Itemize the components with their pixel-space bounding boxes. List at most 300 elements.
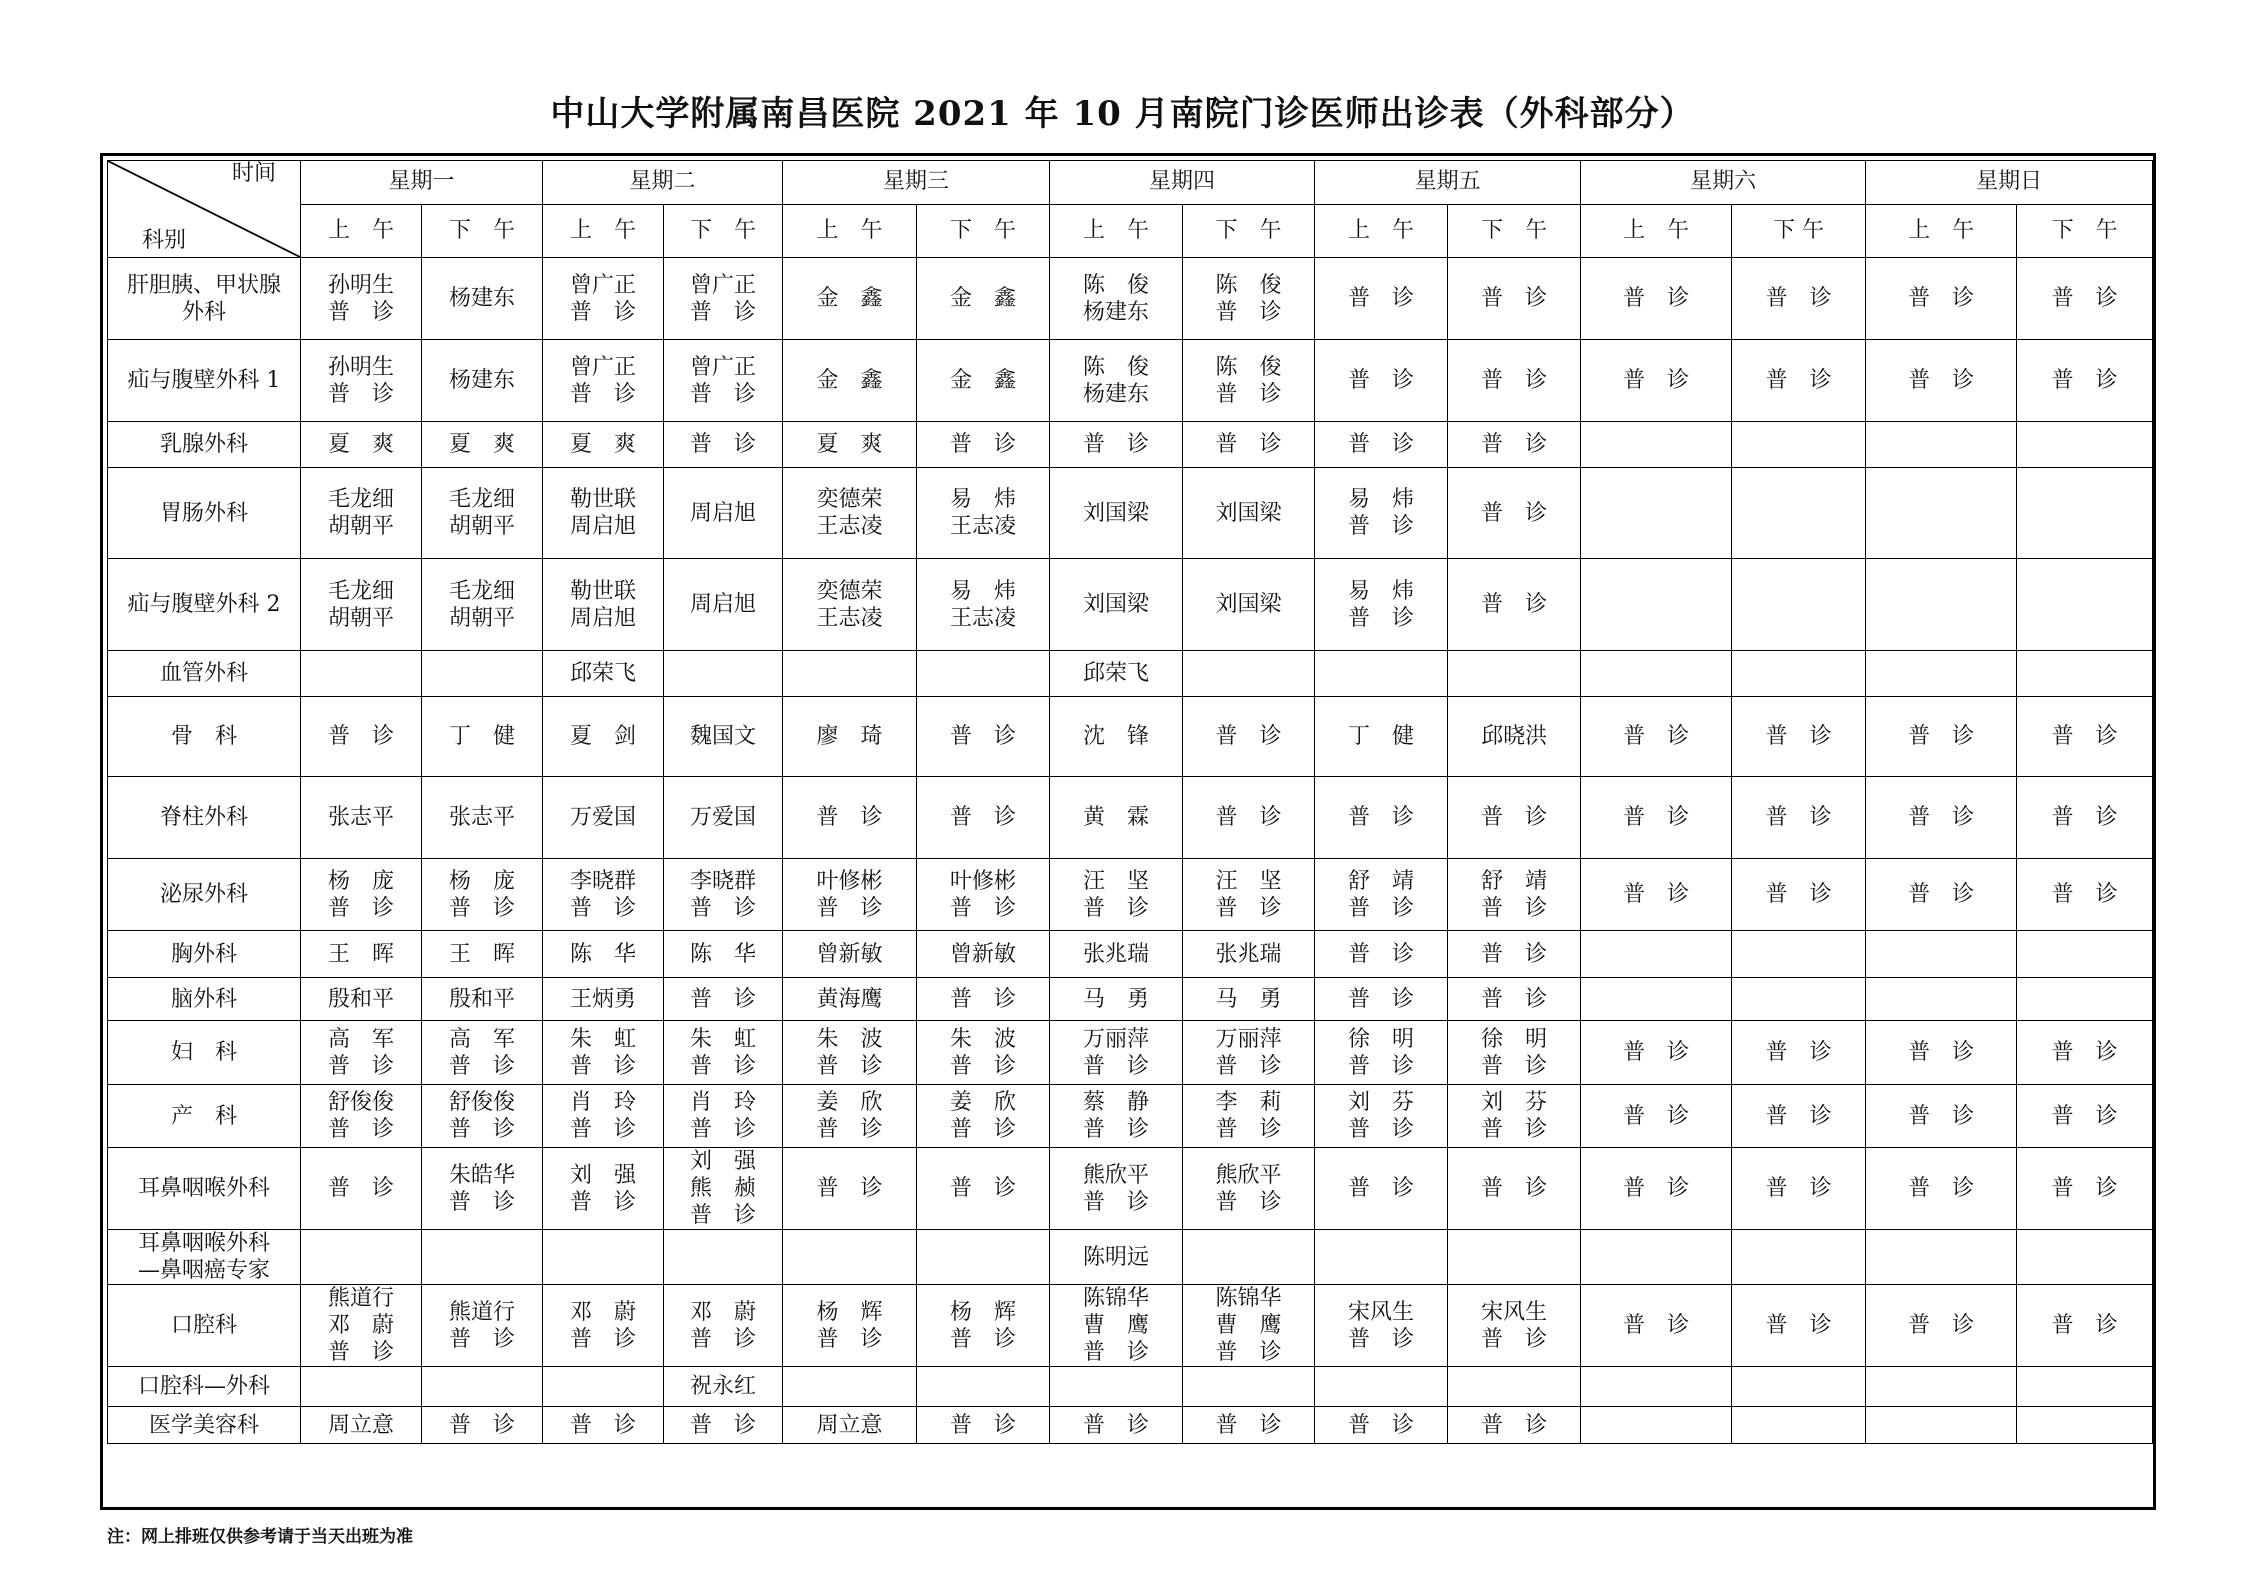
schedule-cell [1581, 651, 1732, 697]
schedule-cell [543, 1230, 664, 1285]
schedule-cell: 普 诊 [1732, 1085, 1866, 1148]
schedule-cell: 普 诊 [1581, 1148, 1732, 1230]
schedule-cell: 宋风生 普 诊 [1448, 1285, 1581, 1367]
department-cell: 乳腺外科 [108, 422, 301, 468]
schedule-cell: 熊道行 邓 蔚 普 诊 [301, 1285, 422, 1367]
table-row [108, 1085, 2153, 1148]
schedule-cell: 汪 坚 普 诊 [1183, 859, 1315, 931]
schedule-cell: 普 诊 [1581, 1285, 1732, 1367]
schedule-cell: 姜 欣 普 诊 [917, 1085, 1050, 1148]
table-row [108, 931, 2153, 978]
schedule-cell: 陈 俊 普 诊 [1183, 340, 1315, 422]
day-header: 星期日 [1866, 161, 2153, 205]
schedule-cell: 普 诊 [1866, 1085, 2017, 1148]
schedule-cell [2017, 422, 2153, 468]
schedule-cell: 杨建东 [422, 258, 543, 340]
schedule-cell: 张兆瑞 [1183, 931, 1315, 978]
schedule-cell [1866, 559, 2017, 651]
schedule-cell: 李晓群 普 诊 [664, 859, 783, 931]
schedule-cell: 李 莉 普 诊 [1183, 1085, 1315, 1148]
department-cell: 口腔科 [108, 1285, 301, 1367]
schedule-cell: 陈 华 [664, 931, 783, 978]
table-row [108, 1367, 2153, 1407]
schedule-cell: 王炳勇 [543, 978, 664, 1021]
schedule-cell: 普 诊 [1448, 931, 1581, 978]
schedule-cell: 沈 锋 [1050, 697, 1183, 777]
schedule-cell: 丁 健 [1315, 697, 1448, 777]
schedule-cell: 周立意 [783, 1407, 917, 1444]
schedule-cell: 肖 玲 普 诊 [543, 1085, 664, 1148]
schedule-cell: 刘国梁 [1183, 468, 1315, 559]
half-day-header: 上 午 [543, 204, 664, 257]
footnote: 注：网上排班仅供参考请于当天出班为准 [107, 1527, 413, 1547]
schedule-cell: 舒 靖 普 诊 [1448, 859, 1581, 931]
schedule-cell [1866, 1367, 2017, 1407]
half-day-header: 下 午 [1732, 204, 1866, 257]
schedule-cell: 邱晓洪 [1448, 697, 1581, 777]
schedule-cell: 宋风生 普 诊 [1315, 1285, 1448, 1367]
schedule-cell: 曾新敏 [917, 931, 1050, 978]
half-day-header: 上 午 [301, 204, 422, 257]
schedule-cell: 肖 玲 普 诊 [664, 1085, 783, 1148]
schedule-cell: 蔡 静 普 诊 [1050, 1085, 1183, 1148]
schedule-cell [422, 1230, 543, 1285]
schedule-cell [1183, 651, 1315, 697]
schedule-cell [301, 1230, 422, 1285]
schedule-cell: 王 晖 [301, 931, 422, 978]
schedule-cell [1732, 559, 1866, 651]
day-header: 星期五 [1315, 161, 1581, 205]
schedule-cell [1732, 1230, 1866, 1285]
half-day-header: 上 午 [1581, 204, 1732, 257]
day-header: 星期六 [1581, 161, 1866, 205]
schedule-cell [422, 651, 543, 697]
schedule-cell [1866, 1407, 2017, 1444]
schedule-cell: 万爱国 [664, 777, 783, 859]
schedule-cell: 金 鑫 [783, 258, 917, 340]
schedule-cell: 普 诊 [1581, 1085, 1732, 1148]
schedule-cell [1732, 978, 1866, 1021]
schedule-cell: 普 诊 [664, 422, 783, 468]
schedule-cell: 周启旭 [664, 468, 783, 559]
schedule-cell: 普 诊 [1448, 559, 1581, 651]
table-row [108, 468, 2153, 559]
schedule-cell: 汪 坚 普 诊 [1050, 859, 1183, 931]
schedule-cell: 万爱国 [543, 777, 664, 859]
schedule-cell [1732, 931, 1866, 978]
schedule-cell: 普 诊 [917, 1407, 1050, 1444]
schedule-cell [1581, 559, 1732, 651]
schedule-cell [422, 1367, 543, 1407]
schedule-cell: 杨 辉 普 诊 [783, 1285, 917, 1367]
table-row [108, 651, 2153, 697]
schedule-cell: 孙明生 普 诊 [301, 258, 422, 340]
schedule-cell: 曾广正 普 诊 [543, 340, 664, 422]
schedule-cell: 陈 俊 杨建东 [1050, 258, 1183, 340]
schedule-cell: 刘 强 普 诊 [543, 1148, 664, 1230]
half-day-header: 上 午 [783, 204, 917, 257]
schedule-cell: 陈 俊 杨建东 [1050, 340, 1183, 422]
schedule-cell [2017, 651, 2153, 697]
schedule-cell: 毛龙细 胡朝平 [301, 468, 422, 559]
schedule-cell: 张志平 [301, 777, 422, 859]
schedule-cell: 普 诊 [301, 1148, 422, 1230]
schedule-cell: 普 诊 [1315, 978, 1448, 1021]
header-corner-cell [108, 161, 301, 258]
table-row [108, 1148, 2153, 1230]
department-cell: 妇 科 [108, 1021, 301, 1085]
schedule-cell: 奕德荣 王志凌 [783, 559, 917, 651]
schedule-cell: 夏 爽 [422, 422, 543, 468]
schedule-cell: 普 诊 [301, 697, 422, 777]
department-cell: 口腔科—外科 [108, 1367, 301, 1407]
schedule-cell [1448, 651, 1581, 697]
schedule-cell: 刘国梁 [1050, 559, 1183, 651]
department-cell: 脑外科 [108, 978, 301, 1021]
schedule-cell: 李晓群 普 诊 [543, 859, 664, 931]
schedule-cell: 徐 明 普 诊 [1448, 1021, 1581, 1085]
schedule-cell: 周启旭 [664, 559, 783, 651]
department-cell: 胸外科 [108, 931, 301, 978]
half-day-header: 上 午 [1866, 204, 2017, 257]
schedule-cell: 舒 靖 普 诊 [1315, 859, 1448, 931]
table-row [108, 1230, 2153, 1285]
schedule-cell: 普 诊 [2017, 1085, 2153, 1148]
corner-time-label: 时间 [231, 161, 276, 186]
schedule-cell: 陈锦华 曹 鹰 普 诊 [1183, 1285, 1315, 1367]
schedule-cell: 普 诊 [1732, 1285, 1866, 1367]
schedule-cell: 普 诊 [783, 1148, 917, 1230]
schedule-cell: 舒俊俊 普 诊 [301, 1085, 422, 1148]
schedule-cell [2017, 978, 2153, 1021]
schedule-cell: 陈 华 [543, 931, 664, 978]
schedule-cell: 普 诊 [1581, 340, 1732, 422]
schedule-cell: 普 诊 [1448, 422, 1581, 468]
schedule-cell: 普 诊 [1315, 422, 1448, 468]
schedule-cell: 普 诊 [1315, 258, 1448, 340]
schedule-cell: 普 诊 [2017, 859, 2153, 931]
schedule-cell [1581, 1230, 1732, 1285]
table-row [108, 777, 2153, 859]
schedule-cell: 勒世联 周启旭 [543, 559, 664, 651]
schedule-cell [301, 1367, 422, 1407]
half-day-header: 下 午 [917, 204, 1050, 257]
schedule-cell: 普 诊 [1732, 258, 1866, 340]
half-day-header: 下 午 [1448, 204, 1581, 257]
schedule-cell [1866, 651, 2017, 697]
schedule-cell: 杨 庞 普 诊 [422, 859, 543, 931]
schedule-cell: 普 诊 [1581, 859, 1732, 931]
schedule-cell: 毛龙细 胡朝平 [422, 468, 543, 559]
schedule-cell: 金 鑫 [917, 258, 1050, 340]
schedule-cell: 孙明生 普 诊 [301, 340, 422, 422]
schedule-cell [917, 1230, 1050, 1285]
schedule-cell: 普 诊 [1866, 1148, 2017, 1230]
schedule-cell: 陈锦华 曹 鹰 普 诊 [1050, 1285, 1183, 1367]
schedule-cell: 易 炜 普 诊 [1315, 559, 1448, 651]
table-row [108, 1021, 2153, 1085]
schedule-cell: 杨建东 [422, 340, 543, 422]
schedule-cell: 易 炜 王志凌 [917, 468, 1050, 559]
schedule-cell [2017, 1230, 2153, 1285]
department-cell: 疝与腹壁外科 2 [108, 559, 301, 651]
schedule-cell: 普 诊 [1866, 697, 2017, 777]
schedule-cell [1581, 1367, 1732, 1407]
schedule-cell [1183, 1367, 1315, 1407]
schedule-cell: 熊道行 普 诊 [422, 1285, 543, 1367]
schedule-cell [1315, 1367, 1448, 1407]
schedule-cell: 张志平 [422, 777, 543, 859]
schedule-cell: 普 诊 [1050, 1407, 1183, 1444]
schedule-cell: 普 诊 [917, 1148, 1050, 1230]
department-cell: 胃肠外科 [108, 468, 301, 559]
schedule-cell: 普 诊 [1581, 258, 1732, 340]
schedule-cell [301, 651, 422, 697]
schedule-cell: 普 诊 [1581, 777, 1732, 859]
schedule-cell: 普 诊 [2017, 1148, 2153, 1230]
department-cell: 耳鼻咽喉外科 [108, 1148, 301, 1230]
schedule-cell: 万丽萍 普 诊 [1050, 1021, 1183, 1085]
day-header: 星期三 [783, 161, 1050, 205]
schedule-cell: 普 诊 [1448, 468, 1581, 559]
schedule-cell: 普 诊 [1183, 1407, 1315, 1444]
schedule-cell [1183, 1230, 1315, 1285]
department-cell: 疝与腹壁外科 1 [108, 340, 301, 422]
schedule-cell [1050, 1367, 1183, 1407]
half-day-header: 上 午 [1315, 204, 1448, 257]
schedule-cell [1732, 422, 1866, 468]
schedule-cell: 叶修彬 普 诊 [783, 859, 917, 931]
table-row [108, 859, 2153, 931]
schedule-cell: 陈明远 [1050, 1230, 1183, 1285]
schedule-cell: 勒世联 周启旭 [543, 468, 664, 559]
schedule-cell: 普 诊 [1448, 1407, 1581, 1444]
schedule-cell: 普 诊 [1315, 777, 1448, 859]
table-row [108, 559, 2153, 651]
schedule-cell: 王 晖 [422, 931, 543, 978]
schedule-cell: 普 诊 [1866, 340, 2017, 422]
schedule-cell: 邓 蔚 普 诊 [664, 1285, 783, 1367]
schedule-cell: 刘国梁 [1183, 559, 1315, 651]
schedule-cell: 普 诊 [1448, 978, 1581, 1021]
schedule-cell: 普 诊 [1866, 777, 2017, 859]
schedule-cell: 刘国梁 [1050, 468, 1183, 559]
schedule-cell: 夏 爽 [543, 422, 664, 468]
schedule-cell [1866, 468, 2017, 559]
schedule-cell: 高 军 普 诊 [301, 1021, 422, 1085]
day-header: 星期四 [1050, 161, 1315, 205]
schedule-cell [1866, 422, 2017, 468]
schedule-cell: 易 炜 王志凌 [917, 559, 1050, 651]
department-cell: 医学美容科 [108, 1407, 301, 1444]
half-day-header: 上 午 [1050, 204, 1183, 257]
schedule-cell: 毛龙细 胡朝平 [422, 559, 543, 651]
schedule-cell: 普 诊 [1732, 859, 1866, 931]
schedule-cell: 张兆瑞 [1050, 931, 1183, 978]
schedule-cell: 毛龙细 胡朝平 [301, 559, 422, 651]
schedule-cell: 普 诊 [1581, 1021, 1732, 1085]
schedule-cell [1581, 1407, 1732, 1444]
schedule-cell: 普 诊 [1448, 777, 1581, 859]
schedule-cell: 丁 健 [422, 697, 543, 777]
half-day-header: 下 午 [2017, 204, 2153, 257]
schedule-cell: 周立意 [301, 1407, 422, 1444]
day-header: 星期二 [543, 161, 783, 205]
schedule-cell [1581, 931, 1732, 978]
table-row [108, 697, 2153, 777]
table-row [108, 258, 2153, 340]
schedule-table [107, 160, 2153, 1444]
schedule-cell: 陈 俊 普 诊 [1183, 258, 1315, 340]
half-day-header: 下 午 [664, 204, 783, 257]
schedule-cell [783, 1367, 917, 1407]
schedule-cell: 朱 波 普 诊 [783, 1021, 917, 1085]
schedule-cell: 夏 爽 [301, 422, 422, 468]
schedule-cell [1732, 1367, 1866, 1407]
schedule-cell: 普 诊 [917, 777, 1050, 859]
department-cell: 骨 科 [108, 697, 301, 777]
schedule-cell: 夏 剑 [543, 697, 664, 777]
schedule-cell: 普 诊 [543, 1407, 664, 1444]
schedule-cell: 普 诊 [1732, 1148, 1866, 1230]
schedule-cell [1315, 1230, 1448, 1285]
schedule-cell: 邓 蔚 普 诊 [543, 1285, 664, 1367]
schedule-cell: 朱 波 普 诊 [917, 1021, 1050, 1085]
schedule-cell: 殷和平 [301, 978, 422, 1021]
schedule-cell: 普 诊 [1183, 777, 1315, 859]
schedule-cell: 朱 虹 普 诊 [543, 1021, 664, 1085]
schedule-cell: 普 诊 [1183, 697, 1315, 777]
schedule-cell: 金 鑫 [917, 340, 1050, 422]
schedule-cell: 普 诊 [2017, 340, 2153, 422]
schedule-cell: 普 诊 [1448, 258, 1581, 340]
schedule-cell: 朱 虹 普 诊 [664, 1021, 783, 1085]
department-cell: 肝胆胰、甲状腺 外科 [108, 258, 301, 340]
schedule-cell [1732, 1407, 1866, 1444]
schedule-cell [2017, 1407, 2153, 1444]
schedule-cell: 邱荣飞 [1050, 651, 1183, 697]
schedule-cell: 普 诊 [2017, 777, 2153, 859]
schedule-cell: 杨 辉 普 诊 [917, 1285, 1050, 1367]
schedule-cell [1581, 468, 1732, 559]
page-title: 中山大学附属南昌医院 2021 年 10 月南院门诊医师出诊表（外科部分） [550, 94, 1695, 134]
schedule-cell: 曾新敏 [783, 931, 917, 978]
schedule-cell: 夏 爽 [783, 422, 917, 468]
schedule-cell: 普 诊 [664, 978, 783, 1021]
schedule-cell: 曾广正 普 诊 [664, 258, 783, 340]
schedule-cell: 熊欣平 普 诊 [1183, 1148, 1315, 1230]
schedule-cell: 刘 芬 普 诊 [1448, 1085, 1581, 1148]
schedule-cell: 高 军 普 诊 [422, 1021, 543, 1085]
table-row [108, 978, 2153, 1021]
schedule-cell [1448, 1230, 1581, 1285]
schedule-cell: 普 诊 [1732, 697, 1866, 777]
schedule-cell: 金 鑫 [783, 340, 917, 422]
department-cell: 血管外科 [108, 651, 301, 697]
schedule-cell: 杨 庞 普 诊 [301, 859, 422, 931]
schedule-cell: 普 诊 [1315, 340, 1448, 422]
schedule-cell: 刘 芬 普 诊 [1315, 1085, 1448, 1148]
schedule-cell: 普 诊 [1315, 1148, 1448, 1230]
schedule-cell: 马 勇 [1183, 978, 1315, 1021]
schedule-cell: 普 诊 [1732, 1021, 1866, 1085]
schedule-cell [1315, 651, 1448, 697]
schedule-cell: 熊欣平 普 诊 [1050, 1148, 1183, 1230]
schedule-cell: 曾广正 普 诊 [664, 340, 783, 422]
schedule-cell: 普 诊 [2017, 1021, 2153, 1085]
schedule-cell: 普 诊 [917, 422, 1050, 468]
schedule-cell: 普 诊 [2017, 1285, 2153, 1367]
schedule-cell [543, 1367, 664, 1407]
schedule-cell: 普 诊 [2017, 258, 2153, 340]
schedule-cell: 曾广正 普 诊 [543, 258, 664, 340]
schedule-cell: 邱荣飞 [543, 651, 664, 697]
department-cell: 耳鼻咽喉外科 —鼻咽癌专家 [108, 1230, 301, 1285]
schedule-cell: 徐 明 普 诊 [1315, 1021, 1448, 1085]
schedule-cell: 普 诊 [1866, 1285, 2017, 1367]
department-cell: 产 科 [108, 1085, 301, 1148]
schedule-cell: 普 诊 [1315, 931, 1448, 978]
schedule-cell: 易 炜 普 诊 [1315, 468, 1448, 559]
schedule-cell [783, 651, 917, 697]
half-day-header: 下 午 [1183, 204, 1315, 257]
schedule-cell [2017, 559, 2153, 651]
schedule-cell: 黄海鹰 [783, 978, 917, 1021]
table-row [108, 1407, 2153, 1444]
schedule-cell: 姜 欣 普 诊 [783, 1085, 917, 1148]
schedule-cell [664, 651, 783, 697]
schedule-cell: 普 诊 [2017, 697, 2153, 777]
table-row [108, 340, 2153, 422]
schedule-cell: 朱皓华 普 诊 [422, 1148, 543, 1230]
schedule-cell: 舒俊俊 普 诊 [422, 1085, 543, 1148]
schedule-cell: 殷和平 [422, 978, 543, 1021]
schedule-cell: 普 诊 [1448, 1148, 1581, 1230]
schedule-cell: 刘 强 熊 赪 普 诊 [664, 1148, 783, 1230]
schedule-cell: 普 诊 [1866, 859, 2017, 931]
schedule-cell: 魏国文 [664, 697, 783, 777]
schedule-cell [1732, 651, 1866, 697]
schedule-cell: 奕德荣 王志凌 [783, 468, 917, 559]
department-cell: 脊柱外科 [108, 777, 301, 859]
schedule-cell [917, 651, 1050, 697]
schedule-cell: 普 诊 [917, 978, 1050, 1021]
schedule-cell: 普 诊 [1183, 422, 1315, 468]
schedule-cell: 祝永红 [664, 1367, 783, 1407]
schedule-cell: 叶修彬 普 诊 [917, 859, 1050, 931]
schedule-cell [917, 1367, 1050, 1407]
schedule-cell: 普 诊 [422, 1407, 543, 1444]
schedule-cell: 黄 霖 [1050, 777, 1183, 859]
schedule-cell: 普 诊 [1732, 777, 1866, 859]
department-cell: 泌尿外科 [108, 859, 301, 931]
schedule-cell [783, 1230, 917, 1285]
schedule-cell: 廖 琦 [783, 697, 917, 777]
schedule-cell [1581, 422, 1732, 468]
schedule-cell [1581, 978, 1732, 1021]
table-row [108, 422, 2153, 468]
schedule-cell [1732, 468, 1866, 559]
schedule-cell: 普 诊 [1866, 1021, 2017, 1085]
schedule-cell: 普 诊 [917, 697, 1050, 777]
schedule-cell [1866, 931, 2017, 978]
half-day-header: 下 午 [422, 204, 543, 257]
schedule-cell [1866, 1230, 2017, 1285]
schedule-cell [1866, 978, 2017, 1021]
schedule-cell [2017, 468, 2153, 559]
schedule-cell: 普 诊 [664, 1407, 783, 1444]
day-header: 星期一 [301, 161, 543, 205]
